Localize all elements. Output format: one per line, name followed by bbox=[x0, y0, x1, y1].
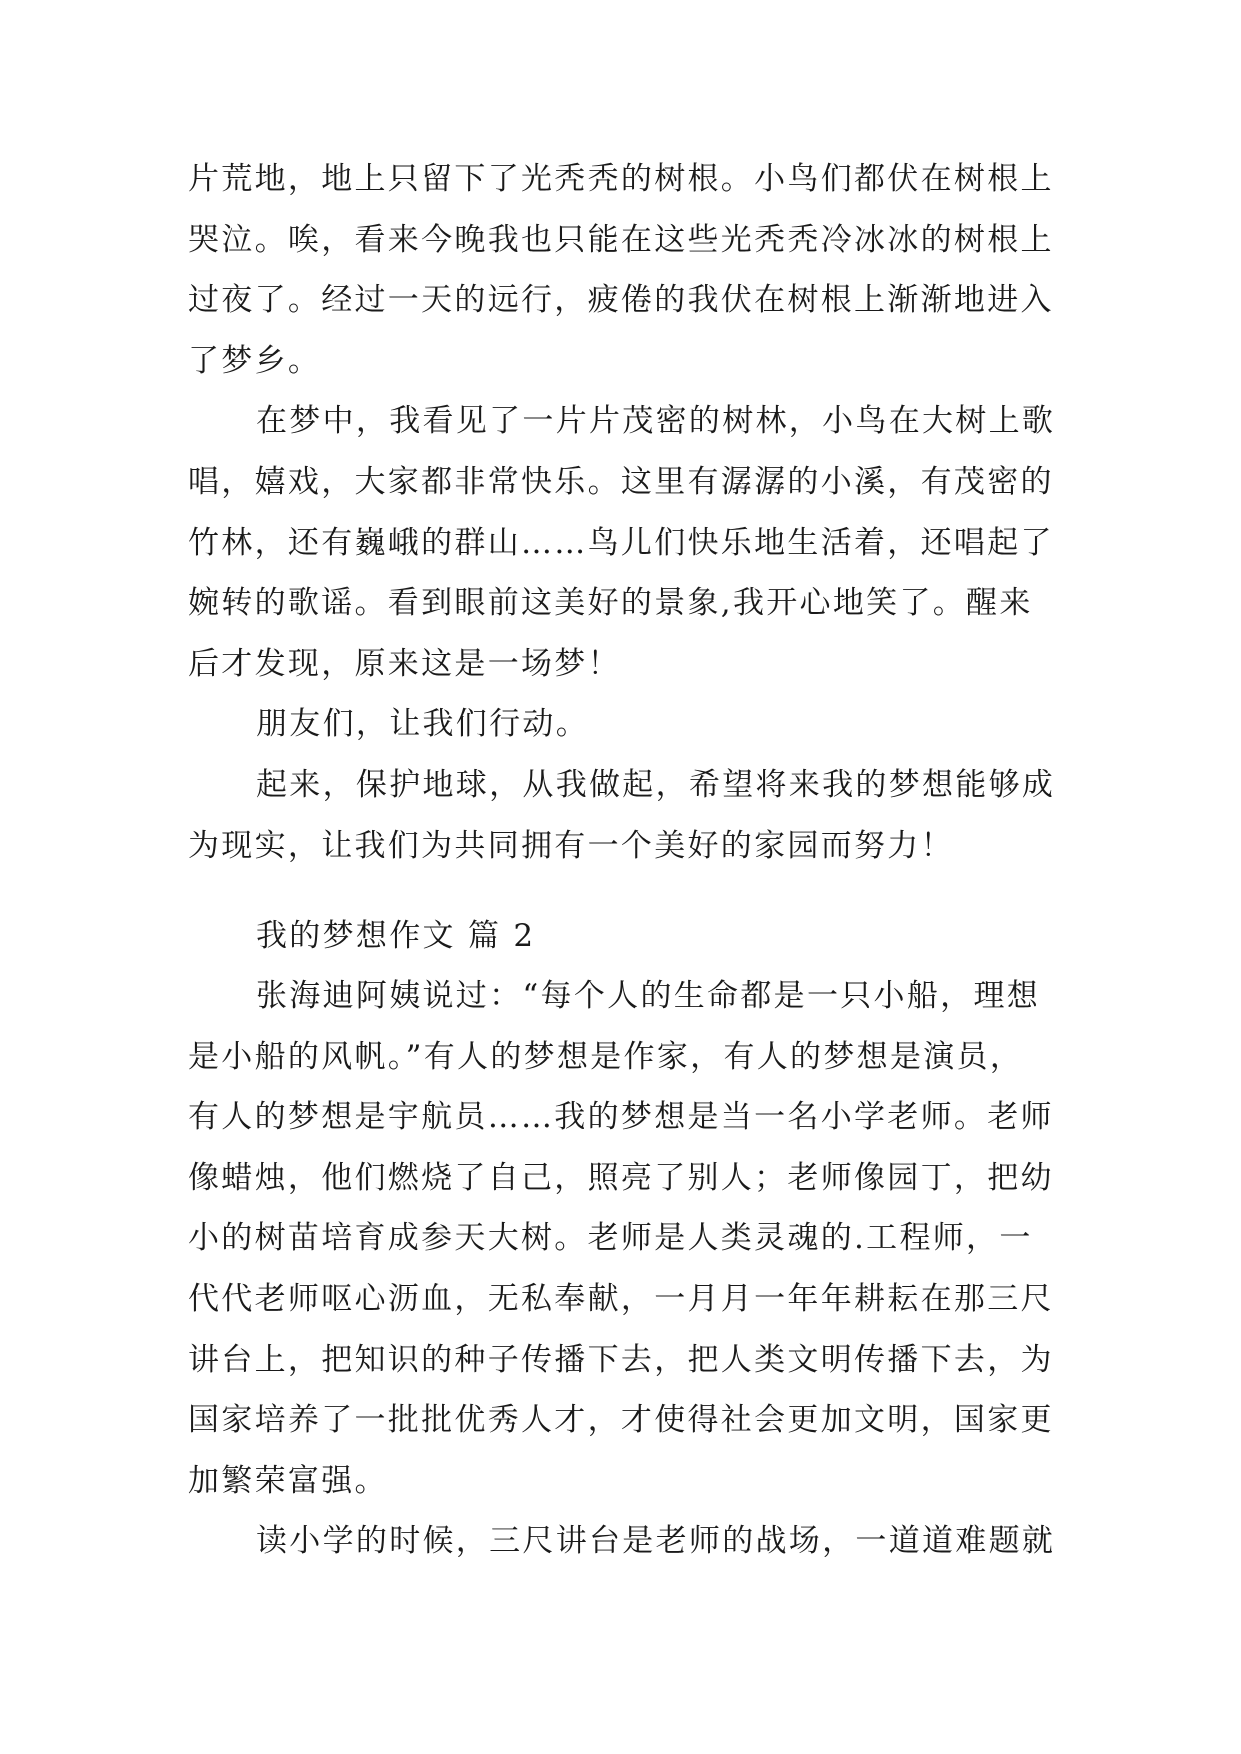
paragraph-line: 起来，保护地球，从我做起，希望将来我的梦想能够成 bbox=[256, 766, 1056, 803]
paragraph-line: 哭泣。唉，看来今晚我也只能在这些光秃秃冷冰冰的树根上 bbox=[188, 221, 1054, 258]
section-2-text bbox=[188, 966, 1058, 1572]
paragraph-line: 张海迪阿姨说过：“每个人的生命都是一只小船，理想 bbox=[256, 978, 1041, 1014]
paragraph-line: 婉转的歌谣。看到眼前这美好的景象,我开心地笑了。醒来 bbox=[188, 585, 1033, 622]
paragraph-line: 国家培养了一批批优秀人才，才使得社会更加文明，国家更 bbox=[188, 1402, 1054, 1439]
paragraph-line: 小的树苗培育成参天大树。老师是人类灵魂的.工程师，一 bbox=[188, 1220, 1033, 1257]
paragraph-line: 在梦中，我看见了一片片茂密的树林，小鸟在大树上歌 bbox=[256, 403, 1056, 440]
section-heading-block bbox=[188, 906, 1058, 967]
section-heading: 我的梦想作文 篇 2 bbox=[256, 918, 536, 954]
paragraph-line: 了梦乡。 bbox=[188, 342, 322, 379]
paragraph-line: 有人的梦想是宇航员……我的梦想是当一名小学老师。老师 bbox=[188, 1099, 1054, 1136]
paragraph-line: 唱，嬉戏，大家都非常快乐。这里有潺潺的小溪，有茂密的 bbox=[188, 463, 1054, 500]
paragraph-line: 后才发现，原来这是一场梦！ bbox=[188, 645, 621, 682]
paragraph-line: 加繁荣富强。 bbox=[188, 1462, 388, 1499]
paragraph-line: 过夜了。经过一天的远行，疲倦的我伏在树根上渐渐地进入 bbox=[188, 282, 1054, 319]
paragraph-line: 代代老师呕心沥血，无私奉献，一月月一年年耕耘在那三尺 bbox=[188, 1280, 1054, 1317]
paragraph-line: 竹林，还有巍峨的群山……鸟儿们快乐地生活着，还唱起了 bbox=[188, 524, 1054, 561]
section-1-text bbox=[188, 149, 1058, 876]
paragraph-line: 为现实，让我们为共同拥有一个美好的家园而努力！ bbox=[188, 827, 954, 864]
paragraph-line: 讲台上，把知识的种子传播下去，把人类文明传播下去，为 bbox=[188, 1341, 1054, 1378]
paragraph-line: 片荒地，地上只留下了光秃秃的树根。小鸟们都伏在树根上 bbox=[188, 161, 1054, 197]
paragraph-line: 读小学的时候，三尺讲台是老师的战场，一道道难题就 bbox=[256, 1523, 1056, 1560]
paragraph-line: 是小船的风帆。”有人的梦想是作家，有人的梦想是演员， bbox=[188, 1038, 1024, 1075]
paragraph-line: 朋友们，让我们行动。 bbox=[256, 706, 589, 743]
paragraph-line: 像蜡烛，他们燃烧了自己，照亮了别人；老师像园丁，把幼 bbox=[188, 1159, 1054, 1196]
